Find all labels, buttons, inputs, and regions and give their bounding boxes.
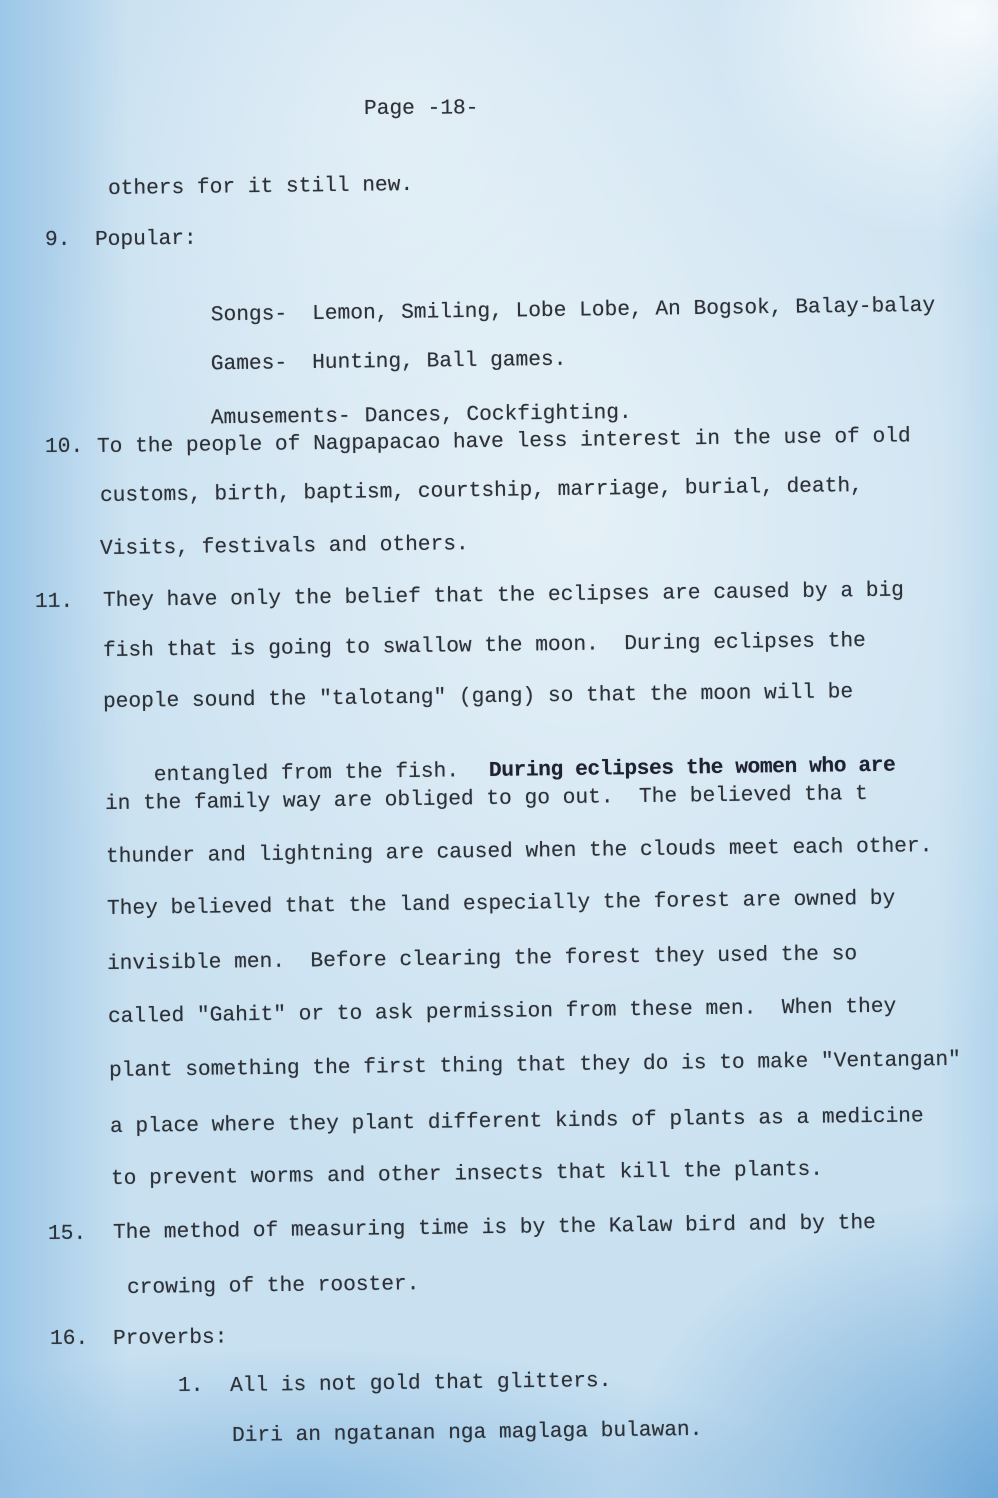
item-number-15: 15. [47,1221,87,1246]
text-line: a place where they plant different kinds of plants as a medicine [109,1104,924,1139]
text-line: to prevent worms and other insects that kill the plants. [110,1157,824,1191]
text-line: The method of measuring time is by the Kalaw bird and by the [112,1211,876,1245]
amusements-text: Dances, Cockfighting. [364,400,632,429]
item-label-proverbs: Proverbs: [112,1325,228,1351]
text-line: people sound the "talotang" (gang) so that the moon will be [102,680,854,714]
item-number-11: 11. [34,589,74,614]
text-line: invisible men. Before clearing the forest they used the so [106,942,858,976]
games-label: Games- [210,351,288,377]
item-number-10: 10. [44,434,84,459]
text-line: called "Gahit" or to ask permission from these men. When they [107,994,897,1029]
text-line: in the family way are obliged to go out. The believed tha t [104,782,868,816]
proverb-english: All is not gold that glitters. [229,1369,612,1398]
proverb-translation: Diri an ngatanan nga maglaga bulawan. [231,1417,703,1448]
item-number-9: 9. [44,227,71,252]
text-line: customs, birth, baptism, courtship, marriage, burial, death, [99,474,863,508]
text-line: They have only the belief that the eclipses are caused by a big [102,578,905,613]
item-number-16: 16. [49,1326,89,1351]
text-line: crowing of the rooster. [126,1272,420,1300]
games-text: Hunting, Ball games. [311,347,567,376]
songs-text: Lemon, Smiling, Lobe Lobe, An Bogsok, Balay-balay [311,293,936,327]
page-header: Page -18- [363,96,479,121]
songs-label: Songs- [210,302,288,328]
amusements-label: Amusements- [210,404,351,431]
text-line: thunder and lightning are caused when the clouds meet each other. [105,834,933,869]
text-line: fish that is going to swallow the moon. During eclipses the [102,629,866,663]
text-line: Visits, festivals and others. [99,532,469,561]
item-label-popular: Popular: [94,226,197,252]
continuation-line: others for it still new. [107,173,414,201]
text-line: plant something the first thing that they do is to make "Ventangan" [108,1047,961,1083]
text-line: They believed that the land especially the forest are owned by [106,886,896,921]
text-segment: entangled from the fish. [153,759,460,788]
text-line: To the people of Nagpapacao have less interest in the use of old [96,424,911,459]
inserted-text: During eclipses the women who are [488,753,896,783]
proverb-number: 1. [177,1373,204,1398]
